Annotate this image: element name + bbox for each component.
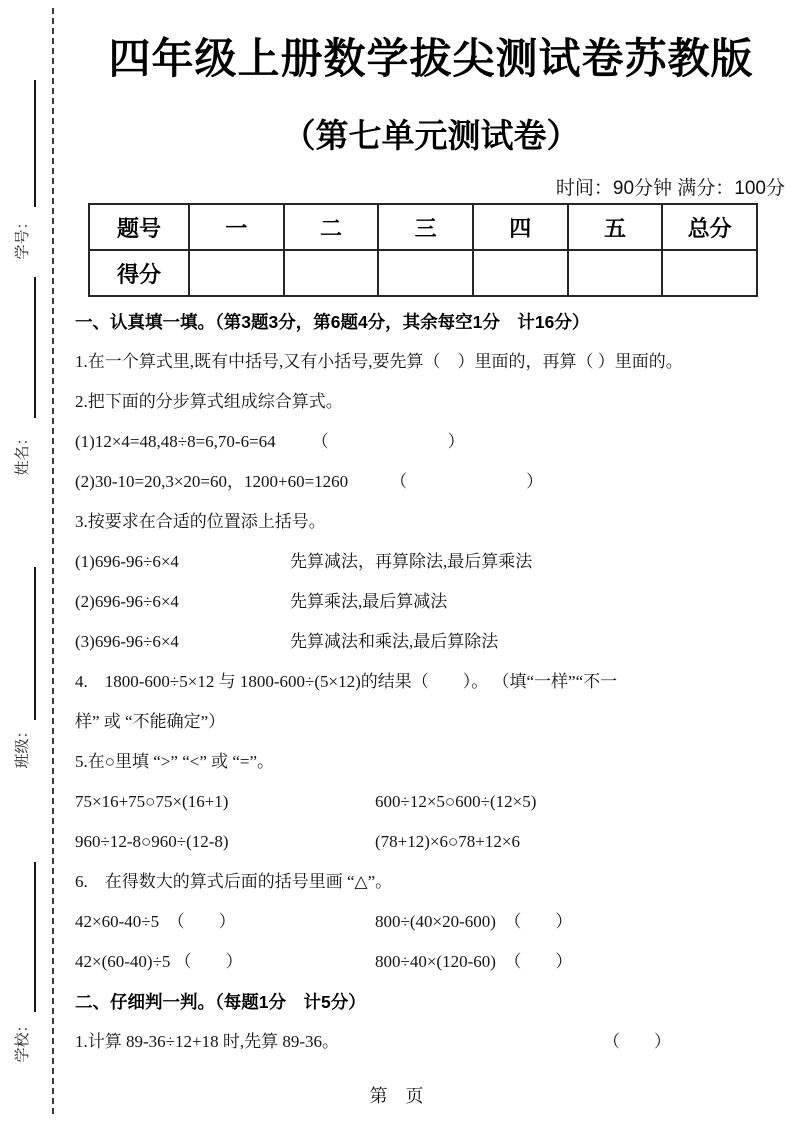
question-5-row-1 bbox=[75, 782, 787, 822]
score-table-col-total: 总分 bbox=[662, 204, 757, 250]
score-cell bbox=[189, 250, 284, 296]
score-cell bbox=[662, 250, 757, 296]
question-3-part-3 bbox=[75, 622, 787, 662]
question-5-row-2 bbox=[75, 822, 787, 862]
score-table-score-row bbox=[89, 250, 757, 296]
score-table bbox=[88, 203, 758, 297]
school-blank-line bbox=[34, 862, 36, 1012]
q3p3-rule: 先算减法和乘法,最后算除法 bbox=[290, 632, 499, 651]
question-3-stem: 3.按要求在合适的位置添上括号。 bbox=[75, 512, 326, 531]
q2p2-expression: (2)30-10=20,3×20=60，1200+60=1260 bbox=[75, 472, 349, 491]
score-table-col-4: 四 bbox=[473, 204, 568, 250]
s2q1-text: 1.计算 89-36÷12+18 时,先算 89-36。 bbox=[75, 1032, 339, 1051]
q5r1-left-expression: 75×16+75○75×(16+1) bbox=[75, 792, 229, 811]
question-6-row-1 bbox=[75, 902, 787, 942]
question-lines bbox=[75, 302, 787, 1062]
question-4-line-1: 4. 1800-600÷5×12 与 1800-600÷(5×12)的结果（ ）。 （填“一样”“不一 bbox=[75, 672, 618, 691]
student-name-label: 姓名： bbox=[14, 430, 31, 476]
q5r2-right-expression: (78+12)×6○78+12×6 bbox=[375, 832, 520, 851]
question-6-stem: 6. 在得数大的算式后面的括号里画 “△”。 bbox=[75, 872, 393, 891]
question-3-part-2 bbox=[75, 582, 787, 622]
q6r1-left-expression: 42×60-40÷5 （ ） bbox=[75, 912, 236, 931]
exam-time-score-info: 时间：90分钟 满分：100分 bbox=[555, 178, 785, 199]
score-table-col-1: 一 bbox=[189, 204, 284, 250]
paper-content bbox=[75, 0, 787, 1062]
score-cell bbox=[568, 250, 663, 296]
page-title: 四年级上册数学拔尖测试卷苏教版 bbox=[108, 35, 754, 82]
question-1: 1.在一个算式里,既有中括号,又有小括号,要先算（ ）里面的，再算（ ）里面的。 bbox=[75, 352, 683, 371]
score-cell bbox=[284, 250, 379, 296]
score-table-header-row bbox=[89, 204, 757, 250]
q2p1-expression: (1)12×4=48,48÷8=6,70-6=64 bbox=[75, 432, 276, 451]
school-label: 学校： bbox=[14, 1017, 31, 1063]
score-cell bbox=[473, 250, 568, 296]
q2p1-answer-blank: （ ） bbox=[311, 432, 465, 451]
q3p2-expression: (2)696-96÷6×4 bbox=[75, 592, 179, 611]
score-table-col-3: 三 bbox=[378, 204, 473, 250]
question-4-line-2: 样” 或 “不能确定”） bbox=[75, 712, 226, 731]
q3p1-rule: 先算减法，再算除法,最后算乘法 bbox=[290, 552, 533, 571]
section-2-heading: 二、仔细判一判。（每题1分 计5分） bbox=[75, 992, 366, 1012]
score-cell bbox=[378, 250, 473, 296]
question-2-stem: 2.把下面的分步算式组成综合算式。 bbox=[75, 392, 343, 411]
q6r2-right-expression: 800÷40×(120-60) （ ） bbox=[375, 952, 573, 971]
question-6-row-2 bbox=[75, 942, 787, 982]
section-1-heading: 一、认真填一填。（第3题3分，第6题4分，其余每空1分 计16分） bbox=[75, 312, 590, 332]
q3p1-expression: (1)696-96÷6×4 bbox=[75, 552, 179, 571]
score-row-label: 得分 bbox=[89, 250, 189, 296]
s2q1-answer-paren: （ ） bbox=[603, 1032, 671, 1051]
page-footer: 第 页 bbox=[369, 1086, 424, 1106]
q3p3-expression: (3)696-96÷6×4 bbox=[75, 632, 179, 651]
fold-dashed-line bbox=[52, 8, 54, 1114]
q5r1-right-expression: 600÷12×5○600÷(12×5) bbox=[375, 792, 537, 811]
score-table-col-2: 二 bbox=[284, 204, 379, 250]
question-3-part-1 bbox=[75, 542, 787, 582]
q2p2-answer-blank: （ ） bbox=[390, 472, 544, 491]
question-2-part-2 bbox=[75, 462, 787, 502]
q6r2-left-expression: 42×(60-40)÷5 （ ） bbox=[75, 952, 243, 971]
q3p2-rule: 先算乘法,最后算减法 bbox=[290, 592, 448, 611]
score-table-col-5: 五 bbox=[568, 204, 663, 250]
q6r1-right-expression: 800÷(40×20-600) （ ） bbox=[375, 912, 573, 931]
question-5-stem: 5.在○里填 “>” “<” 或 “=”。 bbox=[75, 752, 275, 771]
score-table-header-label: 题号 bbox=[89, 204, 189, 250]
student-name-blank-line bbox=[34, 277, 36, 418]
student-id-label: 学号： bbox=[14, 214, 31, 260]
section-2-question-1 bbox=[75, 1022, 787, 1062]
student-id-blank-line bbox=[34, 80, 36, 207]
page-subtitle: （第七单元测试卷） bbox=[282, 117, 580, 154]
class-label: 班级： bbox=[14, 723, 31, 769]
question-2-part-1 bbox=[75, 422, 787, 462]
class-blank-line bbox=[34, 567, 36, 720]
q5r2-left-expression: 960÷12-8○960÷(12-8) bbox=[75, 832, 229, 851]
